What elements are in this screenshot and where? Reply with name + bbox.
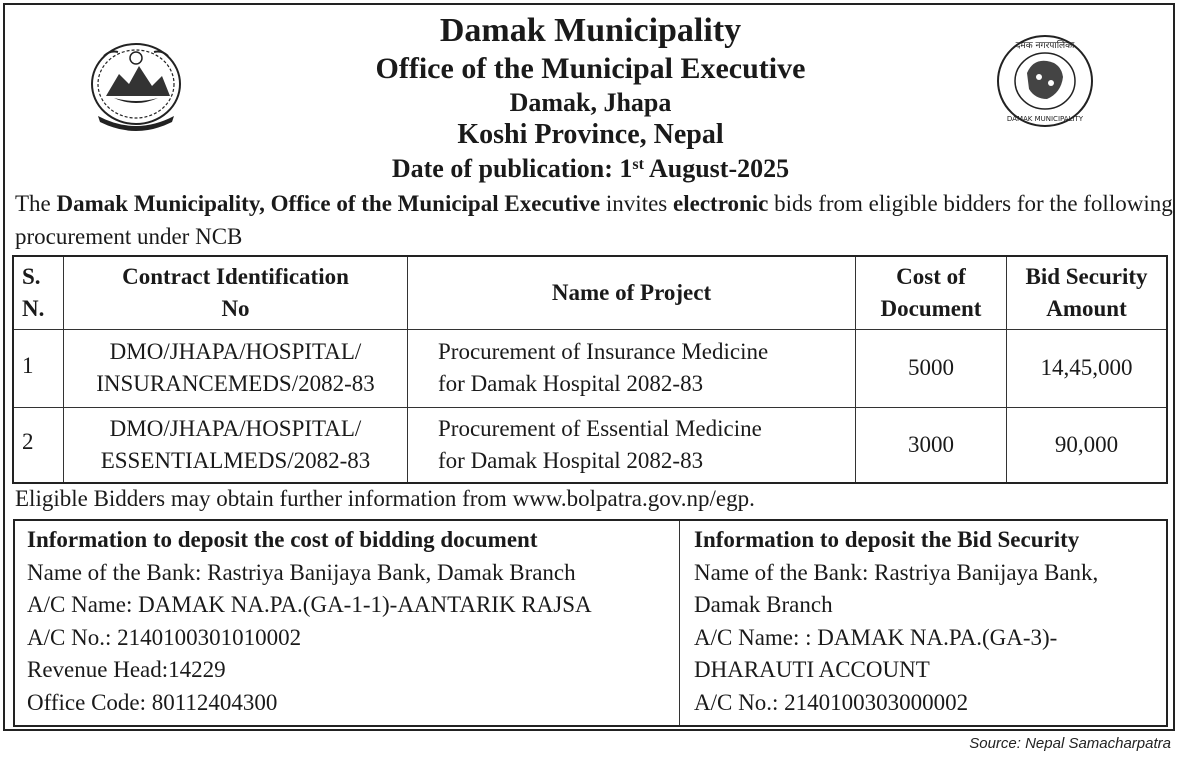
cost-ac-no: A/C No.: 2140100301010002 [27, 624, 302, 650]
header-bid-security: Bid Security Amount [1007, 256, 1168, 329]
location-line: Damak, Jhapa [509, 88, 672, 117]
province-line: Koshi Province, Nepal [457, 119, 724, 150]
publication-date: Date of publication: 1st August-2025 [391, 154, 790, 183]
office-title: Office of the Municipal Executive [375, 52, 806, 85]
info-divider [679, 521, 680, 725]
row-cost: 3000 [856, 407, 1007, 483]
bid-bank-name-line1: Name of the Bank: Rastriya Banijaya Bank, [694, 559, 1099, 585]
header-cost: Cost of Document [856, 256, 1007, 329]
table-header-row [13, 256, 1167, 329]
row-contract-id: DMO/JHAPA/HOSPITAL/ INSURANCEMEDS/2082-83 [64, 329, 408, 407]
eligible-bidders-note: Eligible Bidders may obtain further information from www.bolpatra.gov.np/egp. [15, 486, 755, 511]
bid-ac-no: A/C No.: 2140100303000002 [694, 689, 969, 715]
logo-text-top: दमक नगरपालिका [1015, 41, 1075, 51]
cost-ac-name: A/C Name: DAMAK NA.PA.(GA-1-1)-AANTARIK RAJSA [27, 592, 592, 618]
table-row [13, 407, 1167, 483]
bids-table [12, 255, 1168, 484]
row-bid-security: 14,45,000 [1007, 329, 1168, 407]
header-sn: S. N. [13, 256, 64, 329]
intro-paragraph: The Damak Municipality, Office of the Municipal Executive invites electronic bids from eligible bidders for the following procurement under NCB [15, 191, 1173, 249]
bid-ac-name-line1: A/C Name: : DAMAK NA.PA.(GA-3)- [694, 624, 1058, 650]
table-row [13, 329, 1167, 407]
row-project: Procurement of Insurance Medicine for Damak Hospital 2082-83 [408, 329, 856, 407]
logo-text-bottom: DAMAK MUNICIPALITY [1006, 115, 1084, 123]
header-contract-id: Contract Identification No [64, 256, 408, 329]
bid-security-title: Information to deposit the Bid Security [694, 527, 1080, 552]
row-contract-id: DMO/JHAPA/HOSPITAL/ ESSENTIALMEDS/2082-83 [64, 407, 408, 483]
cost-bank-name: Name of the Bank: Rastriya Banijaya Bank, Damak Branch [27, 559, 576, 585]
municipality-title: Damak Municipality [439, 12, 742, 49]
bid-security-deposit-info [694, 524, 1164, 725]
bid-bank-name-line2: Damak Branch [694, 592, 833, 618]
row-sn: 2 [13, 407, 64, 483]
bid-ac-name-line2: DHARAUTI ACCOUNT [694, 657, 930, 683]
header-project: Name of Project [408, 256, 856, 329]
row-project: Procurement of Essential Medicine for Damak Hospital 2082-83 [408, 407, 856, 483]
row-bid-security: 90,000 [1007, 407, 1168, 483]
cost-office-code: Office Code: 80112404300 [27, 689, 278, 715]
source-credit: Source: Nepal Samacharpatra [969, 735, 1171, 752]
row-cost: 5000 [856, 329, 1007, 407]
row-sn: 1 [13, 329, 64, 407]
cost-deposit-title: Information to deposit the cost of bidding document [27, 527, 538, 552]
cost-deposit-info [27, 524, 677, 725]
cost-revenue-head: Revenue Head:14229 [27, 657, 226, 683]
deposit-info-box [13, 519, 1168, 727]
